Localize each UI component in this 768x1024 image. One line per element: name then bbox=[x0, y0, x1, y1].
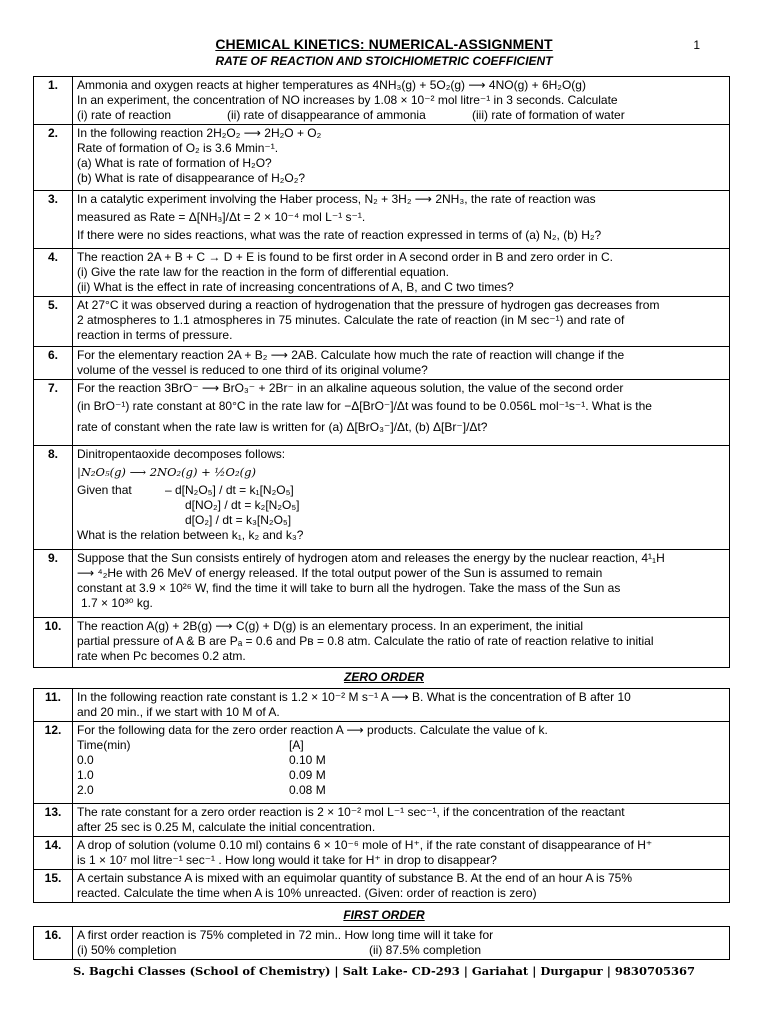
sub-part: (iii) rate of formation of water bbox=[472, 108, 625, 122]
question-text bbox=[73, 77, 730, 125]
question-line: The rate constant for a zero order reaction is 2 × 10⁻² mol L⁻¹ sec⁻¹, if the concentration of the reactant bbox=[77, 805, 625, 819]
sub-part: (i) 50% completion bbox=[77, 943, 177, 957]
question-number: 13. bbox=[34, 804, 73, 837]
page-footer: S. Bagchi Classes (School of Chemistry) | Salt Lake- CD-293 | Gariahat | Durgapur | 9830705367 bbox=[73, 964, 695, 978]
question-row bbox=[34, 870, 730, 903]
rate-expression: – d[N₂O₅] / dt = k₁[N₂O₅] bbox=[165, 483, 294, 497]
question-row bbox=[34, 618, 730, 668]
question-line: (in BrO⁻¹) rate constant at 80°C in the rate law for −Δ[BrO⁻]/Δt was found to be 0.056L mol⁻¹s⁻¹. What is the bbox=[77, 399, 652, 413]
question-line: (ii) What is the effect in rate of increasing concentrations of A, B, and C two times? bbox=[77, 280, 514, 294]
question-text bbox=[73, 191, 730, 249]
question-line bbox=[77, 943, 725, 958]
given-label: Given that bbox=[77, 483, 132, 497]
question-line: measured as Rate = Δ[NH₃]/Δt = 2 × 10⁻⁴ mol L⁻¹ s⁻¹. bbox=[77, 210, 366, 224]
question-line: The reaction 2A + B + C → D + E is found to be first order in A second order in B and zero order in C. bbox=[77, 250, 613, 264]
question-number: 14. bbox=[34, 837, 73, 870]
data-table-row bbox=[77, 753, 725, 768]
question-line: Rate of formation of O₂ is 3.6 Mmin⁻¹. bbox=[77, 141, 279, 155]
time-value: 0.0 bbox=[77, 753, 94, 767]
question-line: A first order reaction is 75% completed in 72 min.. How long time will it take for bbox=[77, 928, 494, 942]
question-number: 2. bbox=[34, 125, 73, 191]
question-line: In the following reaction rate constant is 1.2 × 10⁻² M s⁻¹ A ⟶ B. What is the concentration of B after 10 bbox=[77, 690, 631, 704]
question-line: after 25 sec is 0.25 M, calculate the initial concentration. bbox=[77, 820, 376, 834]
question-text bbox=[73, 804, 730, 837]
question-line: (b) What is rate of disappearance of H₂O₂? bbox=[77, 171, 306, 185]
zero-order-table bbox=[33, 688, 730, 903]
question-row bbox=[34, 191, 730, 249]
page-header bbox=[0, 36, 768, 68]
question-line: constant at 3.9 × 10²⁶ W, find the time it will take to burn all the hydrogen. Take the mass of the Sun as bbox=[77, 581, 621, 595]
sub-part: (i) rate of reaction bbox=[77, 108, 172, 122]
question-text bbox=[73, 837, 730, 870]
question-line: volume of the vessel is reduced to one third of its original volume? bbox=[77, 363, 428, 377]
question-number: 6. bbox=[34, 347, 73, 380]
question-text bbox=[73, 618, 730, 668]
question-text bbox=[73, 347, 730, 380]
question-row bbox=[34, 722, 730, 804]
question-line: What is the relation between k₁, k₂ and k₃? bbox=[77, 528, 304, 542]
question-line: Dinitropentaoxide decomposes follows: bbox=[77, 447, 286, 461]
question-row bbox=[34, 927, 730, 960]
question-line: rate of constant when the rate law is written for (a) Δ[BrO₃⁻]/Δt, (b) Δ[Br⁻]/Δt? bbox=[77, 420, 488, 434]
question-line: Ammonia and oxygen reacts at higher temperatures as 4NH₃(g) + 5O₂(g) ⟶ 4NO(g) + 6H₂O(g) bbox=[77, 78, 586, 92]
question-line bbox=[77, 108, 725, 123]
question-number: 16. bbox=[34, 927, 73, 960]
time-value: 1.0 bbox=[77, 768, 94, 782]
question-number: 12. bbox=[34, 722, 73, 804]
question-row bbox=[34, 689, 730, 722]
question-number: 4. bbox=[34, 249, 73, 297]
question-line: Suppose that the Sun consists entirely of hydrogen atom and releases the energy by the nuclear reaction, 4¹₁H bbox=[77, 551, 665, 565]
question-number: 3. bbox=[34, 191, 73, 249]
question-text bbox=[73, 870, 730, 903]
question-line: In a catalytic experiment involving the Haber process, N₂ + 3H₂ ⟶ 2NH₃, the rate of reaction was bbox=[77, 192, 596, 206]
question-row bbox=[34, 77, 730, 125]
question-text bbox=[73, 380, 730, 446]
rate-questions-table bbox=[33, 76, 730, 668]
question-line: rate when Pᴄ becomes 0.2 atm. bbox=[77, 649, 246, 663]
question-text bbox=[73, 249, 730, 297]
question-line: The reaction A(g) + 2B(g) ⟶ C(g) + D(g) is an elementary process. In an experiment, the initial bbox=[77, 619, 584, 633]
sub-part: (ii) 87.5% completion bbox=[369, 943, 482, 957]
question-number: 8. bbox=[34, 446, 73, 550]
concentration-value: 0.09 M bbox=[289, 768, 326, 782]
concentration-value: 0.10 M bbox=[289, 753, 326, 767]
question-line: partial pressure of A & B are Pₐ = 0.6 and Pʙ = 0.8 atm. Calculate the ratio of rate of reaction relative to initial bbox=[77, 634, 654, 648]
question-line: A drop of solution (volume 0.10 ml) contains 6 × 10⁻⁶ mole of H⁺, if the rate constant of disappearance of H⁺ bbox=[77, 838, 653, 852]
question-line: reaction in terms of pressure. bbox=[77, 328, 233, 342]
question-line: ⟶ ⁴₂He with 26 MeV of energy released. If the total output power of the Sun is assumed to remain bbox=[77, 566, 603, 580]
question-row bbox=[34, 550, 730, 618]
concentration-value: 0.08 M bbox=[289, 783, 326, 797]
question-text bbox=[73, 125, 730, 191]
question-row bbox=[34, 347, 730, 380]
question-number: 15. bbox=[34, 870, 73, 903]
question-text bbox=[73, 689, 730, 722]
question-number: 11. bbox=[34, 689, 73, 722]
question-line: (a) What is rate of formation of H₂O? bbox=[77, 156, 272, 170]
concentration-column-header: [A] bbox=[289, 738, 304, 752]
title-separator: : bbox=[359, 36, 369, 52]
page-number: 1 bbox=[693, 38, 700, 52]
section-heading-zero-order: ZERO ORDER bbox=[343, 670, 424, 684]
question-row bbox=[34, 125, 730, 191]
section-heading-first-order: FIRST ORDER bbox=[343, 908, 425, 922]
data-table-row bbox=[77, 783, 725, 798]
question-number: 1. bbox=[34, 77, 73, 125]
question-row bbox=[34, 837, 730, 870]
reaction-equation: |N₂O₅(g) ⟶ 2NO₂(g) + ½O₂(g) bbox=[77, 465, 256, 479]
time-column-header: Time(min) bbox=[77, 738, 131, 752]
data-table-header bbox=[77, 738, 725, 753]
question-text bbox=[73, 297, 730, 347]
question-line: and 20 min., if we start with 10 M of A. bbox=[77, 705, 280, 719]
question-line: For the reaction 3BrO⁻ ⟶ BrO₃⁻ + 2Br⁻ in an alkaline aqueous solution, the value of the second order bbox=[77, 381, 624, 395]
question-line: 1.7 × 10³⁰ kg. bbox=[81, 596, 153, 610]
question-line: If there were no sides reactions, what was the rate of reaction expressed in terms of (a) N₂, (b) H₂? bbox=[77, 228, 602, 242]
question-row bbox=[34, 249, 730, 297]
question-line: For the following data for the zero order reaction A ⟶ products. Calculate the value of k. bbox=[77, 723, 548, 737]
page-title bbox=[0, 36, 768, 52]
question-line bbox=[77, 483, 725, 498]
question-text bbox=[73, 722, 730, 804]
sub-part: (ii) rate of disappearance of ammonia bbox=[227, 108, 426, 122]
question-line: is 1 × 10⁷ mol litre⁻¹ sec⁻¹ . How long would it take for H⁺ in drop to disappear? bbox=[77, 853, 497, 867]
first-order-table bbox=[33, 926, 730, 960]
question-row bbox=[34, 446, 730, 550]
rate-expression: d[O₂] / dt = k₃[N₂O₅] bbox=[185, 513, 292, 527]
question-number: 5. bbox=[34, 297, 73, 347]
question-row bbox=[34, 380, 730, 446]
question-text bbox=[73, 446, 730, 550]
rate-expression: d[NO₂] / dt = k₂[N₂O₅] bbox=[185, 498, 300, 512]
question-line: reacted. Calculate the time when A is 10% unreacted. (Given: order of reaction is zero) bbox=[77, 886, 537, 900]
question-text bbox=[73, 927, 730, 960]
question-line: 2 atmospheres to 1.1 atmospheres in 75 minutes. Calculate the rate of reaction (in M sec⁻¹) and rate of bbox=[77, 313, 625, 327]
title-assignment: NUMERICAL-ASSIGNMENT bbox=[368, 36, 553, 52]
question-line: At 27°C it was observed during a reaction of hydrogenation that the pressure of hydrogen gas decreases from bbox=[77, 298, 660, 312]
question-number: 10. bbox=[34, 618, 73, 668]
time-value: 2.0 bbox=[77, 783, 94, 797]
question-line: In an experiment, the concentration of NO increases by 1.08 × 10⁻² mol litre⁻¹ in 3 seconds. Calculate bbox=[77, 93, 618, 107]
question-text bbox=[73, 550, 730, 618]
question-number: 9. bbox=[34, 550, 73, 618]
page-subtitle: RATE OF REACTION AND STOICHIOMETRIC COEFFICIENT bbox=[215, 54, 553, 68]
question-line: (i) Give the rate law for the reaction in the form of differential equation. bbox=[77, 265, 449, 279]
question-line: For the elementary reaction 2A + B₂ ⟶ 2AB. Calculate how much the rate of reaction will change if the bbox=[77, 348, 625, 362]
title-topic: CHEMICAL KINETICS bbox=[215, 36, 360, 52]
data-table-row bbox=[77, 768, 725, 783]
question-line: A certain substance A is mixed with an equimolar quantity of substance B. At the end of an hour A is 75% bbox=[77, 871, 633, 885]
question-number: 7. bbox=[34, 380, 73, 446]
question-row bbox=[34, 804, 730, 837]
question-row bbox=[34, 297, 730, 347]
question-line: In the following reaction 2H₂O₂ ⟶ 2H₂O + O₂ bbox=[77, 126, 322, 140]
